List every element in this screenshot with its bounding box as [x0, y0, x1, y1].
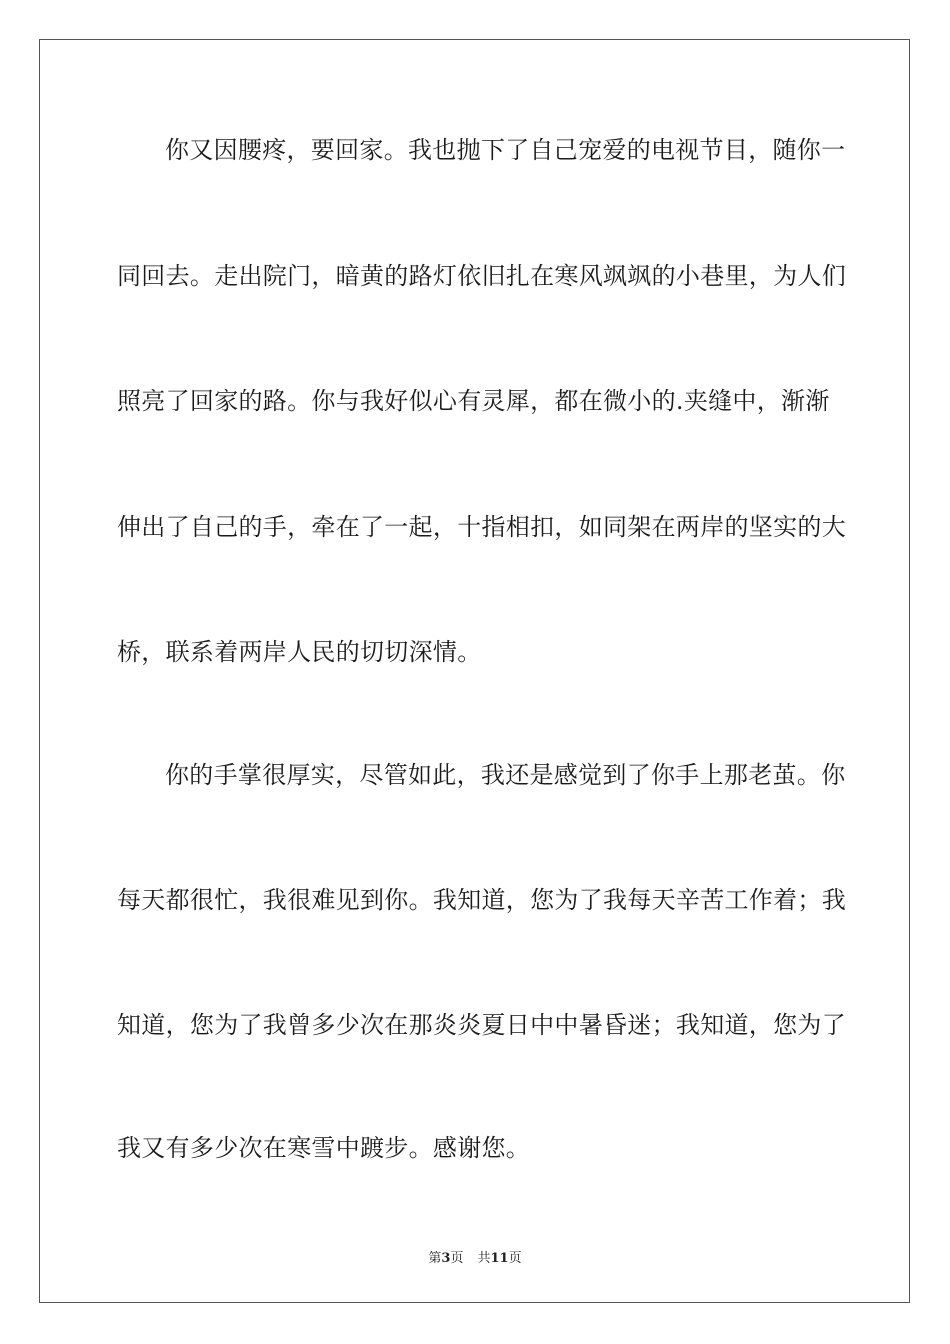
- total-indicator: [477, 1251, 521, 1266]
- paragraph-2-line-4: 我又有多少次在寒雪中踱步。感谢您。: [117, 1134, 531, 1162]
- page-number: 3: [441, 1251, 451, 1266]
- total-suffix: 页: [508, 1251, 522, 1266]
- paragraph-1-line-1: 你又因腰疼，要回家。我也抛下了自己宠爱的电视节目，随你一: [165, 136, 846, 164]
- paragraph-1-line-2: 同回去。走出院门，暗黄的路灯依旧扎在寒风飒飒的小巷里，为人们: [117, 262, 846, 290]
- page-indicator: [428, 1251, 463, 1266]
- paragraph-2-line-1: 你的手掌很厚实，尽管如此，我还是感觉到了你手上那老茧。你: [165, 761, 846, 789]
- paragraph-1-line-5: 桥，联系着两岸人民的切切深情。: [117, 638, 482, 666]
- page-border: [39, 39, 910, 1303]
- page-suffix: 页: [450, 1251, 464, 1266]
- page-prefix: 第: [428, 1251, 442, 1266]
- paragraph-1-line-3: 照亮了回家的路。你与我好似心有灵犀，都在微小的.夹缝中，渐渐: [117, 387, 830, 415]
- page-footer: [0, 1247, 950, 1266]
- paragraph-1-line-4: 伸出了自己的手，牵在了一起，十指相扣，如同架在两岸的坚实的大: [117, 513, 846, 541]
- paragraph-2-line-2: 每天都很忙，我很难见到你。我知道，您为了我每天辛苦工作着；我: [117, 886, 846, 914]
- total-prefix: 共: [477, 1251, 491, 1266]
- paragraph-2-line-3: 知道，您为了我曾多少次在那炎炎夏日中中暑昏迷；我知道，您为了: [117, 1011, 846, 1039]
- total-pages: 11: [490, 1251, 509, 1266]
